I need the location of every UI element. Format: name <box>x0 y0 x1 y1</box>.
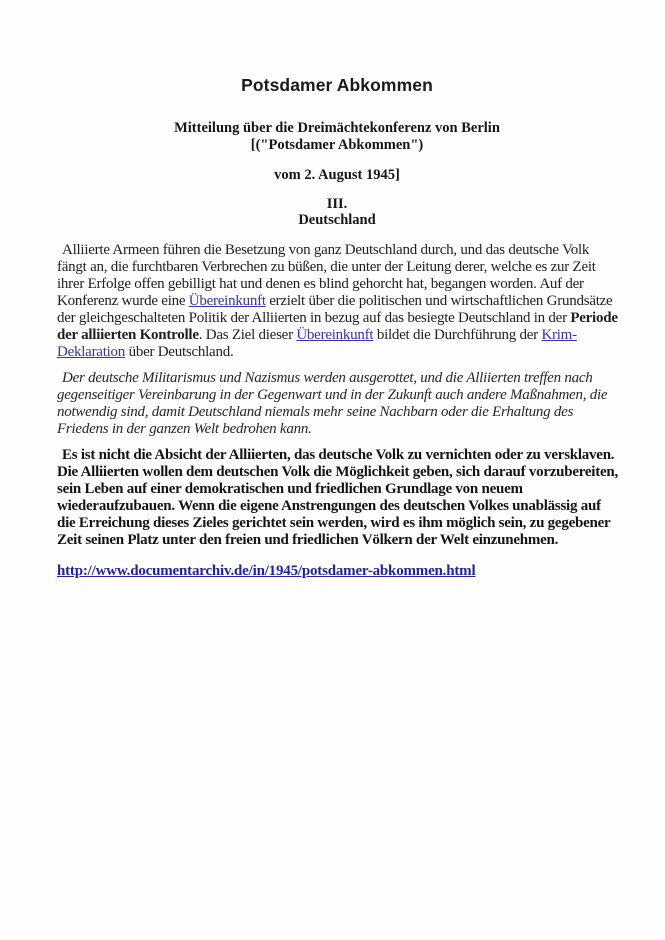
paragraph-occupation <box>57 242 619 361</box>
paragraph-intent: Es ist nicht die Absicht der Alliierten, das deutsche Volk zu vernichten oder zu versklaven. Die Alliierten wollen dem deutschen Volk die Möglichkeit geben, sich darauf vorzubereiten, sein Leben auf einer demokratischen und friedlichen Grundlage von neuem wiederaufzubauen. Wenn die eigene Anstrengungen des deutschen Volkes unablässig auf die Erreichung dieses Zieles gerichtet sein werden, wird es ihm möglich sein, zu gegebener Zeit seinen Platz unter den freien und friedlichen Völkern der Welt einzunehmen. <box>57 447 618 548</box>
source-url-link[interactable]: http://www.documentarchiv.de/in/1945/potsdamer-abkommen.html <box>57 563 476 579</box>
paragraph-occupation-text-1: Alliierte Armeen führen die Besetzung von ganz Deutschland durch, und das deutsche Volk fängt an, die furchtbaren Verbrechen zu büßen, die unter der Leitung derer, welche es zur Zeit ihrer Erfolge offen gebilligt hat und denen es blind gehorcht hat, begangen worden. Auf der Konferenz wurde eine <box>57 242 596 309</box>
section-heading <box>57 196 617 228</box>
paragraph-occupation-text-3: . Das Ziel dieser <box>198 327 297 343</box>
document-subtitle <box>57 120 617 154</box>
allied-control-period-bold: Periode der alliierten Kontrolle <box>57 310 618 343</box>
paragraph-militarism: Der deutsche Militarismus und Nazismus werden ausgerottet, und die Alliierten treffen nach gegenseitiger Vereinbarung in der Gegenwart und in der Zukunft auch andere Maßnahmen, die notwendig sind, damit Deutschland niemals mehr seine Nachbarn oder die Erhaltung des Friedens in der ganzen Welt bedrohen kann. <box>57 370 608 437</box>
source-line <box>57 562 617 580</box>
document-title: Potsdamer Abkommen <box>241 75 433 95</box>
section-title: Deutschland <box>298 212 376 228</box>
krim-deklaration-link[interactable]: Krim-Deklaration <box>57 327 577 360</box>
document-date-line: vom 2. August 1945] <box>274 167 400 183</box>
uebereinkunft-link-2[interactable]: Übereinkunft <box>296 327 374 343</box>
paragraph-occupation-text-2: erzielt über die politischen und wirtschaftlichen Grundsätze der gleichgeschalteten Politik der Alliierten in bezug auf das besiegte Deutschland in der <box>57 293 613 326</box>
paragraph-occupation-text-5: über Deutschland. <box>125 344 234 360</box>
paragraph-occupation-text-4: bildet die Durchführung der <box>373 327 542 343</box>
subtitle-line-1: Mitteilung über die Dreimächtekonferenz von Berlin <box>174 120 500 136</box>
subtitle-line-2: [("Potsdamer Abkommen") <box>250 137 424 153</box>
uebereinkunft-link-1[interactable]: Übereinkunft <box>188 293 266 309</box>
section-number: III. <box>326 196 348 212</box>
